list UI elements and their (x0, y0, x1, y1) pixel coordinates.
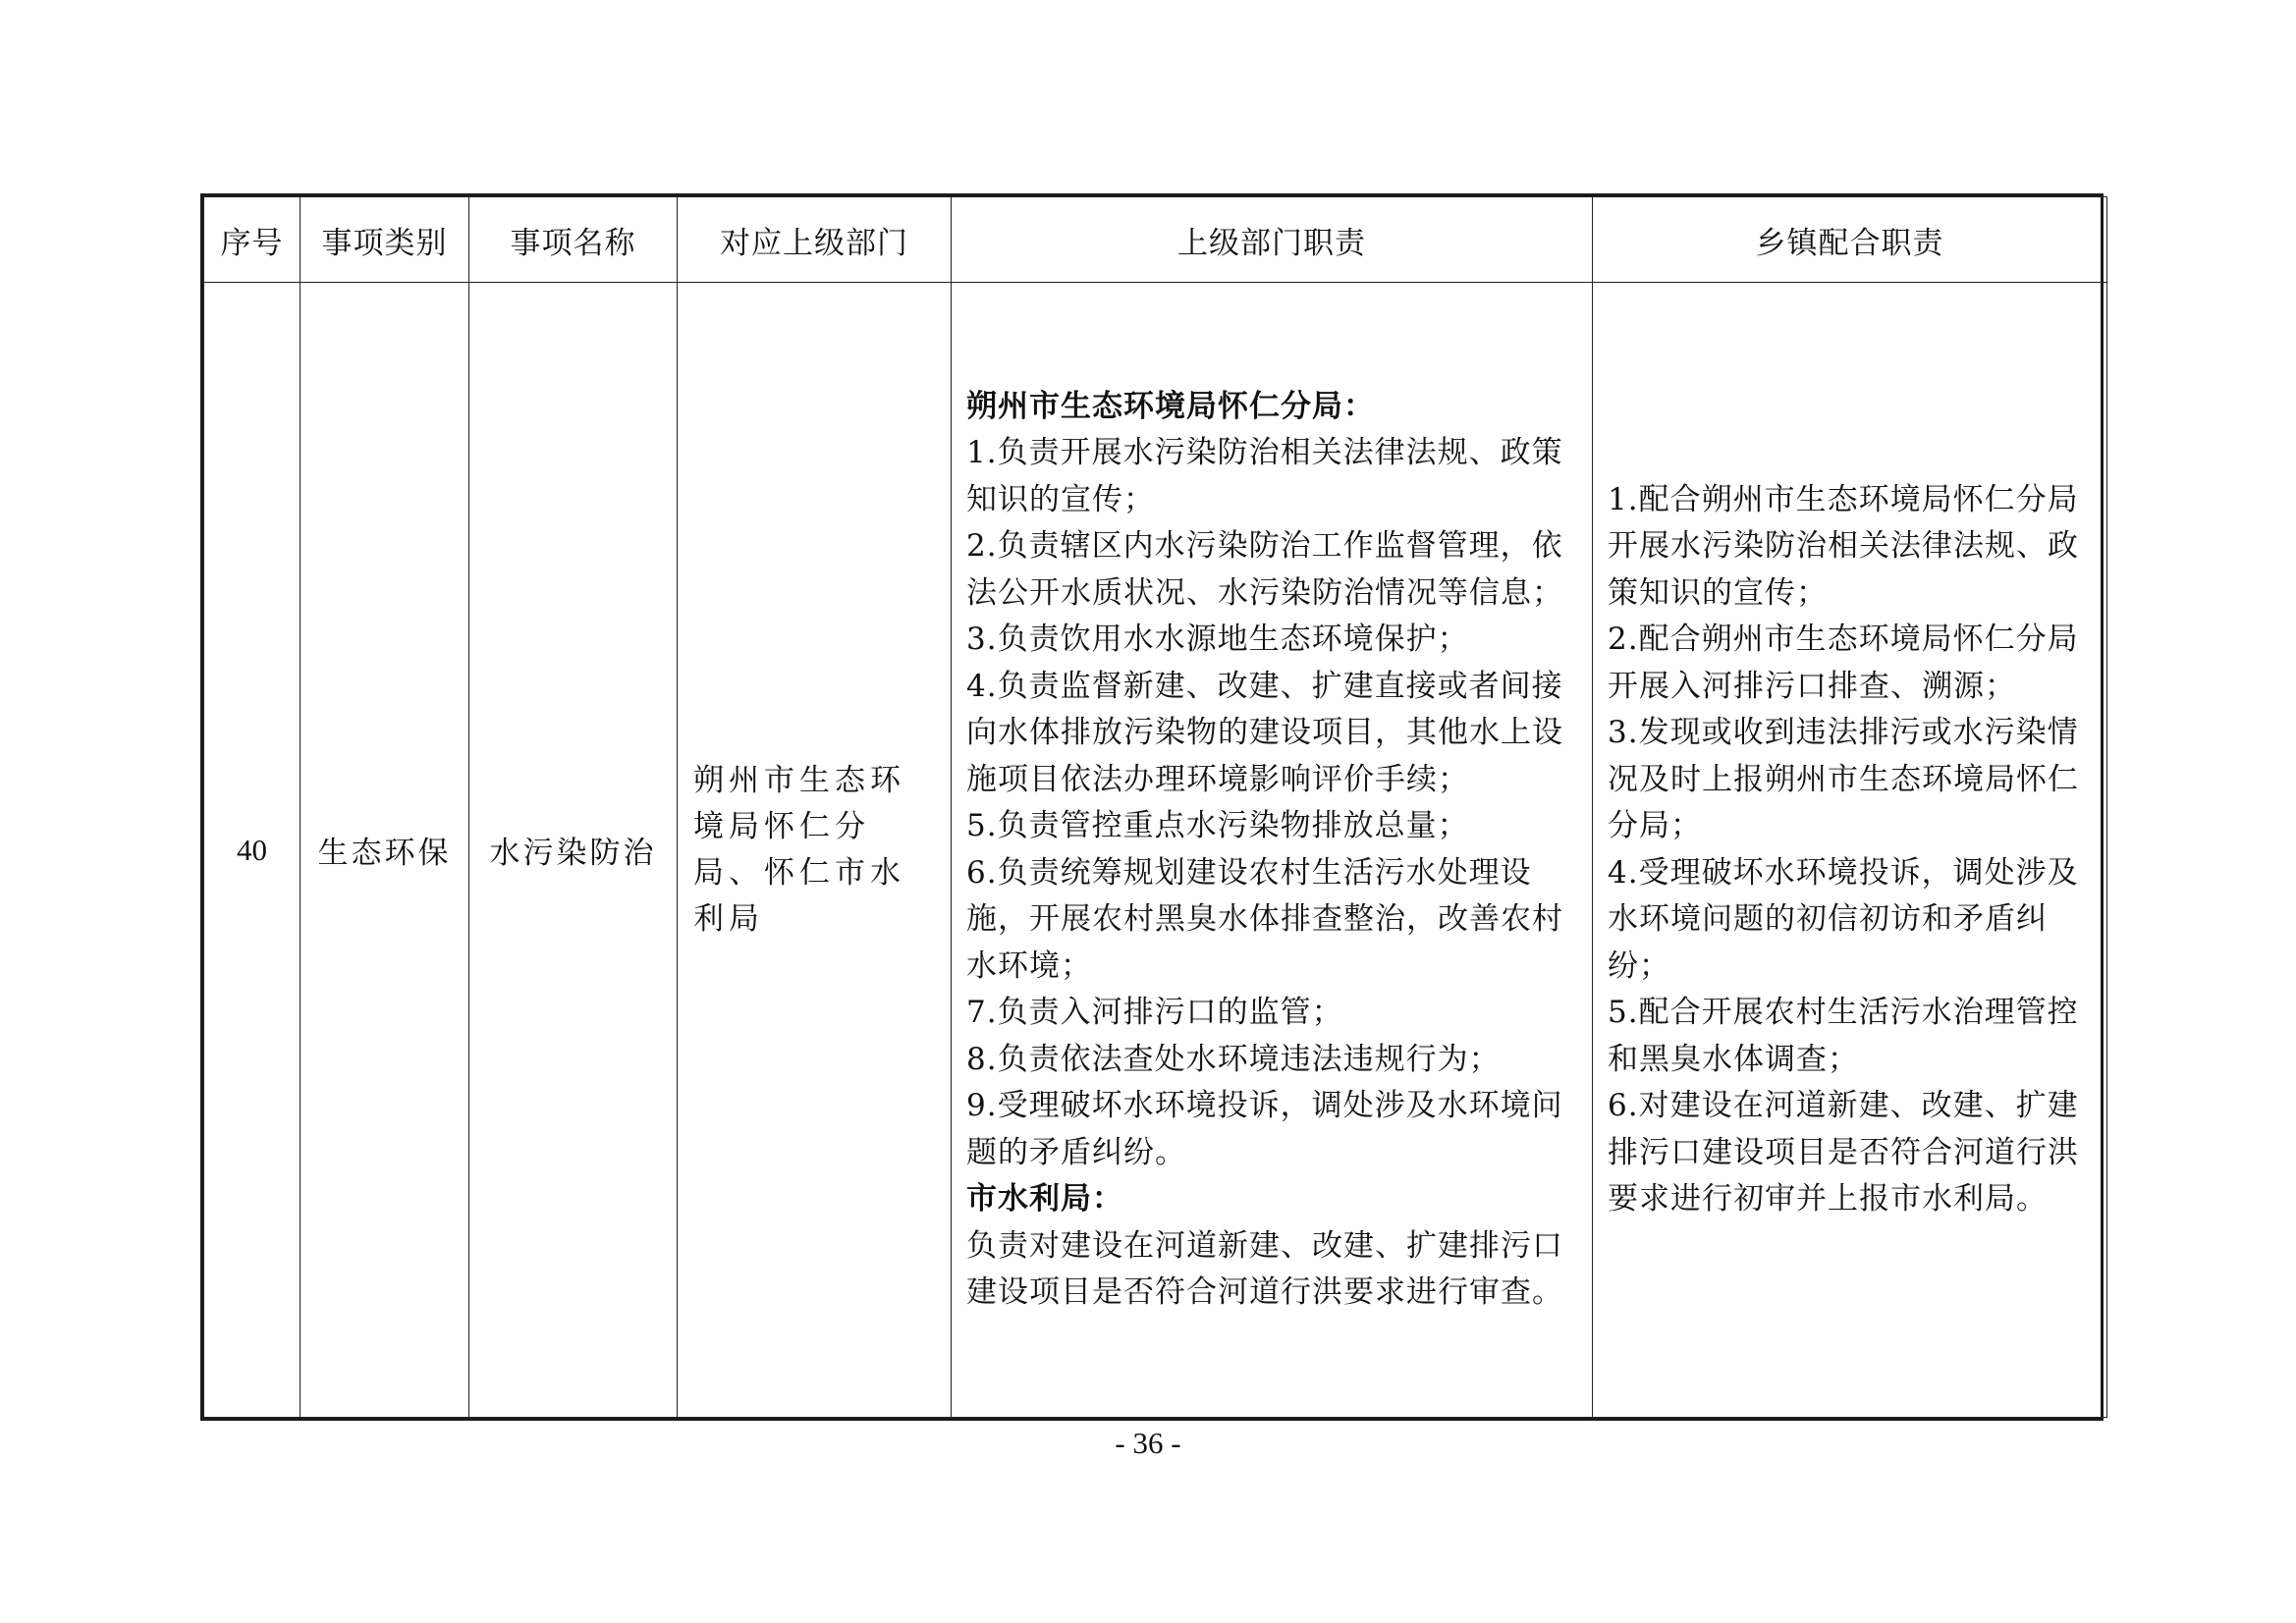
duty-item: 9.受理破坏水环境投诉，调处涉及水环境问题的矛盾纠纷。 (966, 1088, 1563, 1170)
page-number: - 36 - (1115, 1426, 1181, 1460)
header-township-duties: 乡镇配合职责 (1593, 197, 2107, 283)
duty-item: 8.负责依法查处水环境违法违规行为； (966, 1041, 1501, 1077)
duty-item: 负责对建设在河道新建、改建、扩建排污口建设项目是否符合河道行洪要求进行审查。 (966, 1227, 1563, 1310)
table-row (204, 283, 2107, 1418)
duty-section-heading: 朔州市生态环境局怀仁分局： (966, 388, 1375, 424)
duty-item: 5.负责管控重点水污染物排放总量； (966, 808, 1469, 843)
township-duty-item: 4.受理破坏水环境投诉，调处涉及水环境问题的初信初访和矛盾纠纷； (1608, 854, 2079, 984)
duty-item: 4.负责监督新建、改建、扩建直接或者间接向水体排放污染物的建设项目，其他水上设施项目依法办理环境影响评价手续； (966, 668, 1563, 797)
header-superior-dept: 对应上级部门 (678, 197, 952, 283)
township-duty-item: 5.配合开展农村生活污水治理管控和黑臭水体调查； (1608, 995, 2079, 1077)
duty-section-heading: 市水利局： (966, 1181, 1123, 1217)
township-duty-item: 3.发现或收到违法排污或水污染情况及时上报朔州市生态环境局怀仁分局； (1608, 715, 2079, 843)
duty-item: 2.负责辖区内水污染防治工作监督管理，依法公开水质状况、水污染防治情况等信息； (966, 528, 1563, 611)
cell-township-duties (1593, 283, 2107, 1418)
duty-item: 3.负责饮用水水源地生态环境保护； (966, 622, 1469, 657)
header-superior-duties: 上级部门职责 (952, 197, 1593, 283)
township-duty-item: 1.配合朔州市生态环境局怀仁分局开展水污染防治相关法律法规、政策知识的宣传； (1608, 481, 2079, 611)
responsibility-table (203, 196, 2107, 1418)
duty-item: 7.负责入河排污口的监管； (966, 995, 1343, 1030)
superior-duties-list (966, 384, 1578, 1317)
township-duty-item: 6.对建设在河道新建、改建、扩建排污口建设项目是否符合河道行洪要求进行初审并上报市水利局。 (1608, 1088, 2079, 1217)
cell-superior-duties (952, 283, 1593, 1418)
cell-item-name: 水污染防治 (469, 283, 678, 1418)
responsibility-table-frame (200, 193, 2104, 1421)
cell-index: 40 (204, 283, 301, 1418)
table-header-row (204, 197, 2107, 283)
township-duties-list (1608, 477, 2093, 1223)
township-duty-item: 2.配合朔州市生态环境局怀仁分局开展入河排污口排查、溯源； (1608, 622, 2079, 704)
cell-superior-dept: 朔州市生态环境局怀仁分局、怀仁市水利局 (678, 283, 952, 1418)
duty-item: 6.负责统筹规划建设农村生活污水处理设施，开展农村黑臭水体排查整治，改善农村水环境； (966, 854, 1563, 984)
header-item-name: 事项名称 (469, 197, 678, 283)
cell-category: 生态环保 (301, 283, 469, 1418)
header-index: 序号 (204, 197, 301, 283)
header-category: 事项类别 (301, 197, 469, 283)
duty-item: 1.负责开展水污染防治相关法律法规、政策知识的宣传； (966, 435, 1563, 517)
